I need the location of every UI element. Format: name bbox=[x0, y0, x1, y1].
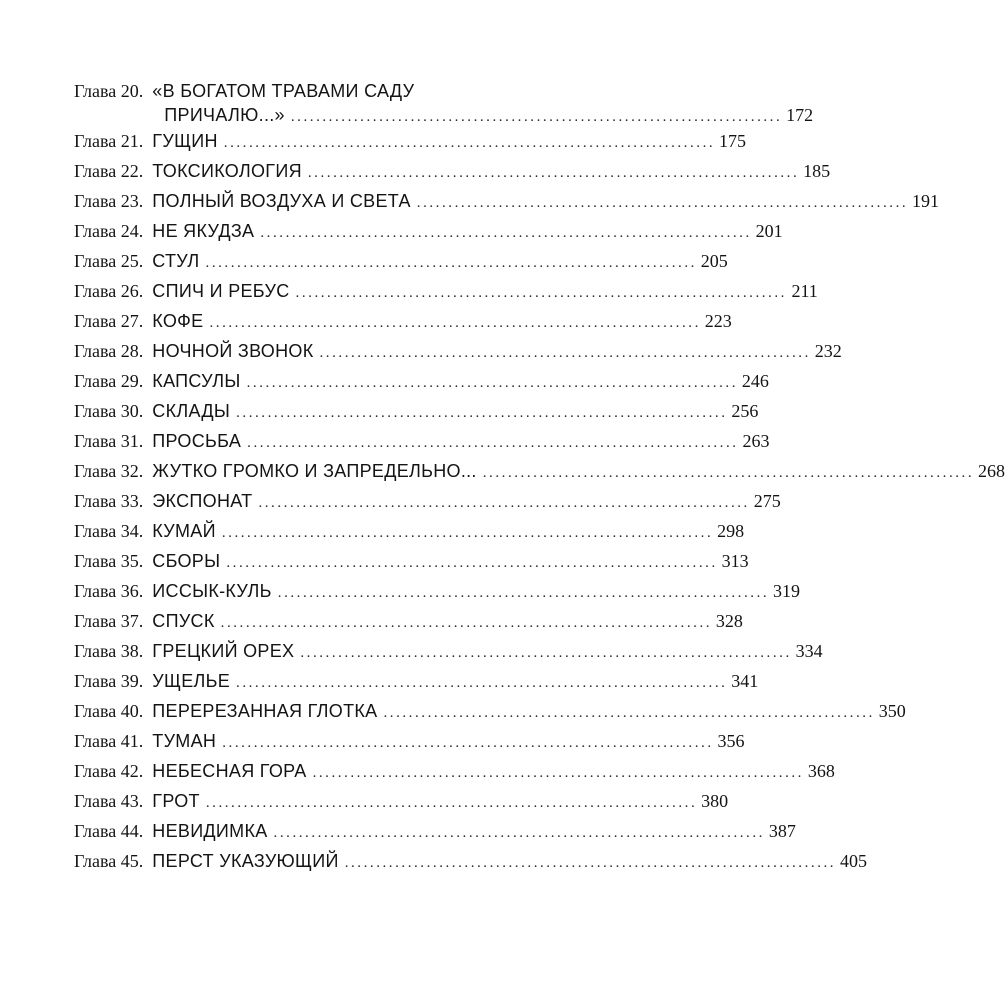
chapter-number: Глава 30. bbox=[74, 401, 144, 421]
dot-leader bbox=[258, 488, 746, 518]
entry-body bbox=[152, 156, 831, 188]
dot-leader bbox=[247, 368, 735, 398]
toc-entry-chapter-44[interactable] bbox=[74, 816, 796, 846]
table-of-contents bbox=[74, 76, 1005, 876]
dot-leader bbox=[222, 728, 710, 758]
toc-entry-chapter-27[interactable] bbox=[74, 306, 732, 336]
entry-body bbox=[152, 786, 729, 818]
toc-entry-chapter-21[interactable] bbox=[74, 126, 747, 156]
page-number: 256 bbox=[731, 401, 759, 421]
entry-body bbox=[152, 396, 759, 428]
dot-leader bbox=[417, 188, 905, 218]
chapter-title: УЩЕЛЬЕ bbox=[152, 671, 231, 691]
chapter-title-line-1: «В БОГАТОМ ТРАВАМИ САДУ bbox=[152, 81, 415, 101]
entry-body bbox=[152, 636, 823, 668]
page-number: 350 bbox=[878, 701, 906, 721]
dot-leader bbox=[224, 128, 712, 158]
page-number: 223 bbox=[704, 311, 732, 331]
dot-leader bbox=[296, 278, 784, 308]
chapter-title: СТУЛ bbox=[152, 251, 200, 271]
chapter-title: ПЕРЕРЕЗАННАЯ ГЛОТКА bbox=[152, 701, 378, 721]
chapter-number: Глава 32. bbox=[74, 461, 144, 481]
page-number: 313 bbox=[721, 551, 749, 571]
chapter-title: НЕ ЯКУДЗА bbox=[152, 221, 255, 241]
chapter-number: Глава 41. bbox=[74, 731, 144, 751]
toc-entry-chapter-39[interactable] bbox=[74, 666, 759, 696]
page-number: 387 bbox=[768, 821, 796, 841]
chapter-number: Глава 20. bbox=[74, 81, 144, 101]
toc-entry-chapter-32[interactable] bbox=[74, 456, 1005, 486]
chapter-title: ПРОСЬБА bbox=[152, 431, 242, 451]
page-number: 175 bbox=[719, 131, 747, 151]
chapter-title: СПИЧ И РЕБУС bbox=[152, 281, 290, 301]
toc-entry-chapter-34[interactable] bbox=[74, 516, 745, 546]
chapter-title: НОЧНОЙ ЗВОНОК bbox=[152, 341, 314, 361]
page-number: 205 bbox=[700, 251, 728, 271]
entry-body bbox=[152, 186, 940, 218]
chapter-title-line-2: ПРИЧАЛЮ...» bbox=[164, 105, 285, 125]
chapter-title: ТУМАН bbox=[152, 731, 217, 751]
dot-leader bbox=[236, 398, 724, 428]
entry-body bbox=[152, 696, 906, 728]
entry-body bbox=[152, 366, 769, 398]
chapter-number: Глава 37. bbox=[74, 611, 144, 631]
dot-leader bbox=[206, 248, 694, 278]
page-number: 263 bbox=[742, 431, 770, 451]
page-number: 298 bbox=[717, 521, 745, 541]
page-number: 246 bbox=[741, 371, 769, 391]
entry-body bbox=[152, 126, 747, 158]
entry-body bbox=[152, 816, 796, 848]
chapter-number: Глава 22. bbox=[74, 161, 144, 181]
dot-leader bbox=[260, 218, 748, 248]
page-number: 356 bbox=[717, 731, 745, 751]
entry-body bbox=[152, 486, 781, 518]
dot-leader bbox=[221, 608, 709, 638]
entry-body bbox=[152, 846, 867, 878]
page-number: 232 bbox=[814, 341, 842, 361]
chapter-title: ГРОТ bbox=[152, 791, 200, 811]
chapter-number: Глава 29. bbox=[74, 371, 144, 391]
chapter-number: Глава 34. bbox=[74, 521, 144, 541]
chapter-number: Глава 33. bbox=[74, 491, 144, 511]
chapter-title: ГРЕЦКИЙ ОРЕХ bbox=[152, 641, 295, 661]
page-number: 268 bbox=[978, 461, 1005, 481]
chapter-title: КУМАЙ bbox=[152, 521, 216, 541]
entry-body bbox=[152, 216, 783, 248]
chapter-title: НЕБЕСНАЯ ГОРА bbox=[152, 761, 307, 781]
chapter-title: ПЕРСТ УКАЗУЮЩИЙ bbox=[152, 851, 339, 871]
toc-entry-chapter-43[interactable] bbox=[74, 786, 729, 816]
entry-body bbox=[152, 426, 770, 458]
toc-entry-chapter-35[interactable] bbox=[74, 546, 749, 576]
toc-entry-chapter-22[interactable] bbox=[74, 156, 831, 186]
chapter-title: ГУЩИН bbox=[152, 131, 218, 151]
chapter-number: Глава 45. bbox=[74, 851, 144, 871]
toc-entry-chapter-41[interactable] bbox=[74, 726, 745, 756]
dot-leader bbox=[209, 308, 697, 338]
chapter-title: КОФЕ bbox=[152, 311, 204, 331]
dot-leader bbox=[345, 848, 833, 878]
entry-body bbox=[152, 276, 818, 308]
entry-body bbox=[152, 666, 759, 698]
page-number: 328 bbox=[715, 611, 743, 631]
chapter-title: НЕВИДИМКА bbox=[152, 821, 268, 841]
page-number: 211 bbox=[791, 281, 818, 301]
toc-entry-chapter-36[interactable] bbox=[74, 576, 801, 606]
toc-entry-chapter-42[interactable] bbox=[74, 756, 835, 786]
entry-body bbox=[152, 336, 842, 368]
chapter-number: Глава 26. bbox=[74, 281, 144, 301]
page-number: 368 bbox=[807, 761, 835, 781]
dot-leader bbox=[226, 548, 714, 578]
page-number: 319 bbox=[773, 581, 801, 601]
entry-body bbox=[152, 606, 743, 638]
page-number: 405 bbox=[839, 851, 867, 871]
dot-leader bbox=[274, 818, 762, 848]
toc-entry-chapter-25[interactable] bbox=[74, 246, 728, 276]
toc-entry-chapter-20[interactable] bbox=[74, 76, 814, 126]
page-number: 191 bbox=[912, 191, 940, 211]
entry-body bbox=[152, 516, 745, 548]
toc-entry-chapter-31[interactable] bbox=[74, 426, 770, 456]
chapter-title: КАПСУЛЫ bbox=[152, 371, 241, 391]
toc-entry-chapter-40[interactable] bbox=[74, 696, 906, 726]
dot-leader bbox=[222, 518, 710, 548]
dot-leader bbox=[483, 458, 971, 488]
dot-leader bbox=[300, 638, 788, 668]
entry-body bbox=[152, 756, 835, 788]
chapter-number: Глава 27. bbox=[74, 311, 144, 331]
page-number: 172 bbox=[786, 105, 814, 125]
chapter-number: Глава 31. bbox=[74, 431, 144, 451]
chapter-title: СПУСК bbox=[152, 611, 215, 631]
page-number: 380 bbox=[701, 791, 729, 811]
dot-leader bbox=[236, 668, 724, 698]
dot-leader bbox=[383, 698, 871, 728]
chapter-number: Глава 44. bbox=[74, 821, 144, 841]
toc-entry-chapter-28[interactable] bbox=[74, 336, 842, 366]
chapter-number: Глава 42. bbox=[74, 761, 144, 781]
entry-body bbox=[152, 546, 749, 578]
chapter-number: Глава 39. bbox=[74, 671, 144, 691]
chapter-number: Глава 23. bbox=[74, 191, 144, 211]
page-number: 201 bbox=[755, 221, 783, 241]
chapter-number: Глава 21. bbox=[74, 131, 144, 151]
chapter-title: ТОКСИКОЛОГИЯ bbox=[152, 161, 302, 181]
entry-body bbox=[152, 726, 745, 758]
chapter-number: Глава 28. bbox=[74, 341, 144, 361]
dot-leader bbox=[247, 428, 735, 458]
chapter-number: Глава 38. bbox=[74, 641, 144, 661]
chapter-title: ЖУТКО ГРОМКО И ЗАПРЕДЕЛЬНО... bbox=[152, 461, 477, 481]
toc-entry-chapter-38[interactable] bbox=[74, 636, 823, 666]
entry-body bbox=[152, 246, 728, 278]
chapter-number: Глава 35. bbox=[74, 551, 144, 571]
page-number: 334 bbox=[795, 641, 823, 661]
chapter-title: ПОЛНЫЙ ВОЗДУХА И СВЕТА bbox=[152, 191, 411, 211]
toc-entry-chapter-33[interactable] bbox=[74, 486, 781, 516]
dot-leader bbox=[278, 578, 766, 608]
toc-entry-chapter-45[interactable] bbox=[74, 846, 867, 876]
entry-body bbox=[152, 576, 801, 608]
dot-leader bbox=[313, 758, 801, 788]
toc-entry-chapter-23[interactable] bbox=[74, 186, 940, 216]
dot-leader bbox=[206, 788, 694, 818]
toc-entry-chapter-29[interactable] bbox=[74, 366, 769, 396]
chapter-number: Глава 24. bbox=[74, 221, 144, 241]
toc-entry-chapter-26[interactable] bbox=[74, 276, 818, 306]
chapter-title: ИССЫК-КУЛЬ bbox=[152, 581, 272, 601]
toc-entry-chapter-30[interactable] bbox=[74, 396, 759, 426]
chapter-number: Глава 25. bbox=[74, 251, 144, 271]
chapter-number: Глава 40. bbox=[74, 701, 144, 721]
dot-leader bbox=[308, 158, 796, 188]
chapter-title: СБОРЫ bbox=[152, 551, 221, 571]
chapter-number: Глава 43. bbox=[74, 791, 144, 811]
entry-body bbox=[152, 306, 732, 338]
page-number: 341 bbox=[731, 671, 759, 691]
toc-entry-chapter-24[interactable] bbox=[74, 216, 783, 246]
chapter-title: СКЛАДЫ bbox=[152, 401, 231, 421]
toc-entry-chapter-37[interactable] bbox=[74, 606, 743, 636]
page-number: 185 bbox=[803, 161, 831, 181]
page-number: 275 bbox=[753, 491, 781, 511]
chapter-title: ЭКСПОНАТ bbox=[152, 491, 253, 511]
chapter-number: Глава 36. bbox=[74, 581, 144, 601]
chapter-title-block bbox=[152, 80, 813, 130]
dot-leader bbox=[320, 338, 808, 368]
entry-body bbox=[152, 456, 1005, 488]
